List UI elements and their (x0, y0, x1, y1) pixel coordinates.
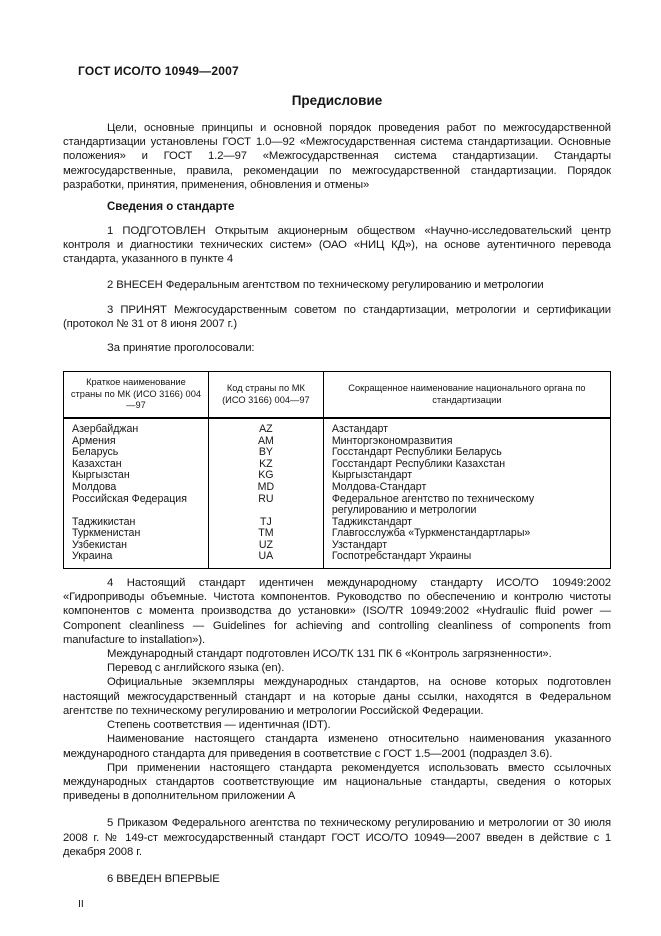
country-cell: Таджикистан (64, 517, 209, 529)
section-4-paragraph: Наименование настоящего стандарта изменено относительно наименования указанного международного стандарта для приведения в соответствие с ГОСТ 1.5—2001 (подраздел 3.6). (63, 733, 611, 760)
section-4 (63, 576, 611, 803)
org-cell: Госпотребстандарт Украины (323, 551, 610, 568)
section-4-paragraph: 4 Настоящий стандарт идентичен международному стандарту ИСО/ТО 10949:2002 «Гидроприводы объемные. Чистота компонентов. Руководство по обеспечению и контролю чистоты компонентов с момента производства до установки» (ISO/TR 10949:2002 «Hydraulic fluid power — Component cleanliness — Guidelines for achieving and controlling cleanliness of components from manufacture to installation»). (63, 577, 611, 646)
section-4-paragraph: При применении настоящего стандарта рекомендуется использовать вместо ссылочных международных стандартов соответствующие им национальные стандарты, сведения о которых приведены в дополнительном приложении А (63, 761, 611, 803)
intro-paragraph: Цели, основные принципы и основной порядок проведения работ по межгосударственной стандартизации установлены ГОСТ 1.0—92 «Межгосударственная система стандартизации. Основные положения» и ГОСТ 1.2—97 «Межгосударственная система стандартизации. Стандарты межгосударственные, правила, рекомендации по межгосударственной стандартизации. Порядок разработки, принятия, применения, обновления и отмены» (63, 122, 611, 191)
org-cell: Федеральное агентство по техническому регулированию и метрологии (323, 494, 610, 517)
org-cell: Минторгэкономразвития (323, 436, 610, 448)
vote-table-body (64, 418, 611, 569)
col-header-org: Сокращенное наименование национального органа по стандартизации (323, 372, 610, 418)
doc-code: ГОСТ ИСО/ТО 10949—2007 (78, 64, 239, 78)
page-number: II (78, 898, 84, 911)
org-cell: Таджикстандарт (323, 517, 610, 529)
org-cell: Азстандарт (323, 418, 610, 436)
org-cell: Главгосслужба «Туркменстандартлары» (323, 528, 610, 540)
code-cell: KZ (208, 459, 323, 471)
org-cell: Кыргызстандарт (323, 470, 610, 482)
vote-table-row (64, 418, 611, 436)
standard-info-heading: Сведения о стандарте (107, 201, 235, 214)
page-title: Предисловие (291, 93, 383, 108)
vote-table-row (64, 482, 611, 494)
vote-table-row (64, 551, 611, 568)
section-6: 6 ВВЕДЕН ВПЕРВЫЕ (107, 872, 220, 885)
code-cell: UZ (208, 540, 323, 552)
code-cell: RU (208, 494, 323, 517)
country-cell: Казахстан (64, 459, 209, 471)
org-cell: Госстандарт Республики Беларусь (323, 447, 610, 459)
code-cell: UA (208, 551, 323, 568)
country-cell: Молдова (64, 482, 209, 494)
standard-info-item: 2 ВНЕСЕН Федеральным агентством по техническому регулированию и метрологии (107, 278, 544, 291)
country-cell: Азербайджан (64, 418, 209, 436)
section-4-paragraph: Перевод с английского языка (en). (107, 662, 285, 675)
col-header-country: Краткое наименование страны по МК (ИСО 3166) 004—97 (64, 372, 209, 418)
country-cell: Армения (64, 436, 209, 448)
section-5: 5 Приказом Федерального агентства по техническому регулированию и метрологии от 30 июля 2008 г. № 149-ст межгосударственный стандарт ГОСТ ИСО/ТО 10949—2007 введен в действие с 1 декабря 2008 г. (63, 817, 611, 858)
code-cell: KG (208, 470, 323, 482)
col-header-code: Код страны по МК (ИСО 3166) 004—97 (208, 372, 323, 418)
vote-table-row (64, 447, 611, 459)
code-cell: BY (208, 447, 323, 459)
section-4-paragraph: Степень соответствия — идентичная (IDT). (107, 719, 331, 732)
org-cell: Молдова-Стандарт (323, 482, 610, 494)
country-cell: Украина (64, 551, 209, 568)
code-cell: TJ (208, 517, 323, 529)
country-cell: Кыргызстан (64, 470, 209, 482)
country-cell: Узбекистан (64, 540, 209, 552)
org-cell: Узстандарт (323, 540, 610, 552)
vote-lead: За принятие проголосовали: (107, 342, 255, 355)
country-cell: Беларусь (64, 447, 209, 459)
org-cell: Госстандарт Республики Казахстан (323, 459, 610, 471)
standard-info-list (63, 224, 611, 331)
section-4-paragraph: Международный стандарт подготовлен ИСО/ТК 131 ПК 6 «Контроль загрязненности». (107, 648, 552, 661)
vote-table-row (64, 494, 611, 517)
vote-table-header-row (64, 372, 611, 418)
country-cell: Российская Федерация (64, 494, 209, 517)
vote-table (63, 371, 611, 569)
standard-info-item: 3 ПРИНЯТ Межгосударственным советом по стандартизации, метрологии и сертификации (протокол № 31 от 8 июня 2007 г.) (63, 303, 611, 331)
standard-info-item: 1 ПОДГОТОВЛЕН Открытым акционерным обществом «Научно-исследовательский центр контроля и диагностики технических систем» (ОАО «НИЦ КД»), на основе аутентичного перевода стандарта, указанного в пункте 4 (63, 225, 611, 266)
country-cell: Туркменистан (64, 528, 209, 540)
code-cell: AM (208, 436, 323, 448)
code-cell: TM (208, 528, 323, 540)
section-4-paragraph: Официальные экземпляры международных стандартов, на основе которых подготовлен настоящий межгосударственный стандарт и на которые даны ссылки, находятся в Федеральном агентстве по техническому регулированию и метрологии Российской Федерации. (63, 676, 611, 717)
code-cell: MD (208, 482, 323, 494)
code-cell: AZ (208, 418, 323, 436)
